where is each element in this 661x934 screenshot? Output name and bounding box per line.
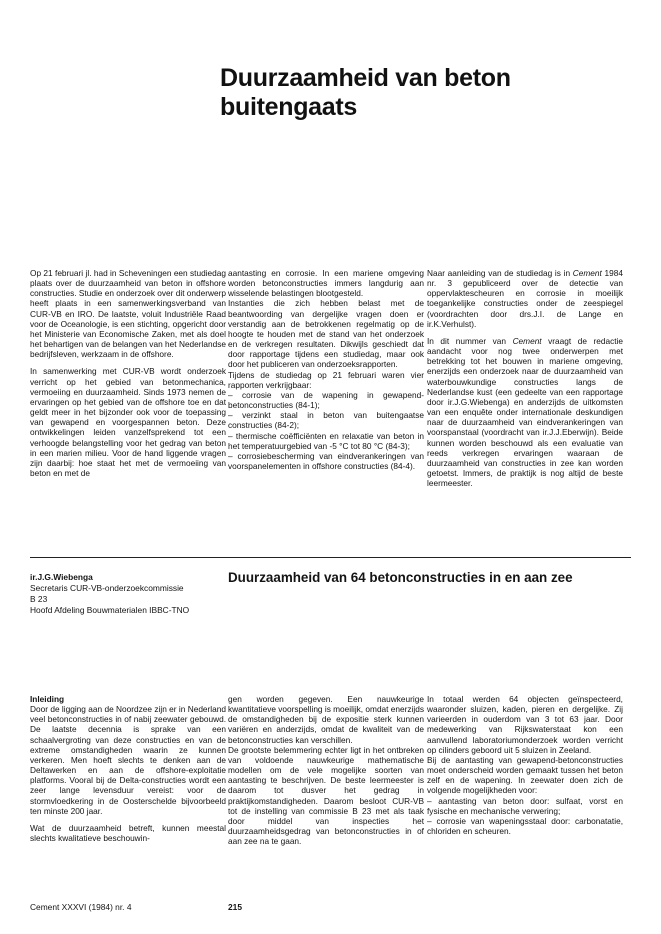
main-column-1	[30, 694, 226, 850]
paragraph: De grootste belemmering echter ligt in het ontbreken van voldoende nauwkeurige mathematische modellen om de vele mogelijke soorten van aantasting te beschrijven. De beste leermeester is daarom tot dusver het gedrag in praktijkomstandigheden. Daarom besloot CUR-VB tot de instelling van commissie B 23 met als taak door middel van inspecties het duurzaamheidsgedrag van betonconstructies in of aan zee na te gaan.	[228, 744, 424, 847]
author-block	[30, 572, 220, 616]
author-affiliation: B 23	[30, 594, 48, 604]
paragraph: Wat de duurzaamheid betreft, kunnen meestal slechts kwalitatieve beschouwin-	[30, 822, 226, 844]
main-column-3	[427, 694, 623, 836]
paragraph: Tijdens de studiedag op 21 februari waren vier rapporten verkrijgbaar:	[228, 369, 424, 390]
author-name: ir.J.G.Wiebenga	[30, 572, 93, 582]
paragraph: Naar aanleiding van de studiedag is in Cement 1984 nr. 3 gepubliceerd over de detectie van oppervlaktescheuren en corrosie in moeilijk toegankelijke constructies onder de zeespiegel (voordrachten door drs.J.I. de Lange en ir.K.Verhulst).	[427, 268, 623, 329]
paragraph: In dit nummer van Cement vraagt de redactie aandacht voor nog twee onderwerpen met betrekking tot het bouwen in mariene omgeving, enerzijds een onderzoek naar de duurzaamheid van waterbouwkundige constructies langs de Nederlandse kust (een gedeelte van een rapportage door ir.J.G.Wiebenga) en anderzijds de uitkomsten van een enquête onder internationale deskundigen naar de duurzaamheid van eindverankeringen van voorspanstaal (voordracht van ir.J.J.Eberwijn). Beide kunnen worden beschouwd als een evaluatie van reeds verkregen ervaringen waaraan de duurzaamheid van constructies in zee kan worden getoetst. Immers, de praktijk is nog altijd de beste leermeester.	[427, 335, 623, 489]
section-divider	[30, 557, 631, 558]
main-column-2	[228, 694, 424, 846]
intro-column-3	[427, 268, 623, 495]
list-item: – thermische coëfficiënten en relaxatie van beton in het temperatuurgebied van -5 °C tot 80 °C (84-3);	[228, 430, 424, 451]
intro-column-1	[30, 268, 226, 485]
paragraph: gen worden gegeven. Een nauwkeurige kwantitatieve voorspelling is moeilijk, omdat enerzijds de omstandigheden bij de expositie sterk kunnen variëren en anderzijds, omdat de kwaliteit van de betonconstructies kan verschillen.	[228, 694, 424, 745]
paragraph: aantasting en corrosie. In een mariene omgeving worden betonconstructies immers langdurig aan wisselende belastingen blootgesteld.	[228, 268, 424, 299]
list-item: – corrosie van de wapening in gewapend-betonconstructies (84-1);	[228, 389, 424, 411]
article-title: Duurzaamheid van beton buitengaats	[220, 64, 511, 121]
article2-title: Duurzaamheid van 64 betonconstructies in en aan zee	[228, 570, 573, 585]
section-heading: Inleiding Door de ligging aan de Noordzee zijn er in Nederland veel betonconstructies in of nabij zeewater gebouwd. De laatste decennia is sprake van een schaalvergroting van deze constructies en van de extreme omstandigheden waarin ze kunnen verkeren. Men hoeft slechts te denken aan de Deltawerken en aan de offshore-exploitatie platforms. Vooral bij de Delta-constructies wordt een zeer lange levensduur vereist: voor de stormvloedkering in de Oosterschelde bijvoorbeeld ten minste 200 jaar.	[30, 694, 226, 816]
paragraph: Instanties die zich hebben belast met de beantwoording van dergelijke vragen doen er verstandig aan de betrokkenen regelmatig op de hoogte te houden met de stand van het onderzoek en de verkregen resultaten. Dikwijls geschiedt dat door rapportage tijdens een studiedag, maar ook door het publiceren van onderzoeksrapporten.	[228, 298, 424, 370]
journal-reference: Cement XXXVI (1984) nr. 4	[30, 902, 132, 912]
intro-column-2	[228, 268, 424, 471]
list-item: – verzinkt staal in beton van buitengaatse constructies (84-2);	[228, 410, 424, 431]
paragraph: Op 21 februari jl. had in Scheveningen een studiedag plaats over de duurzaamheid van beton in offshore constructies. Studie en onderzoek over dit onderwerp heeft plaats in een samenwerkingsverband van CUR-VB en IRO. De laatste, voluit Industriële Raad voor de Oceanologie, is een stichting, opgericht door het Ministerie van Economische Zaken, met als doel het behartigen van de belangen van het Nederlandse bedrijfsleven, werkzaam in de offshore.	[30, 268, 227, 360]
paragraph: In totaal werden 64 objecten geïnspecteerd, waaronder sluizen, kaden, pieren en dergelijke. Zij varieerden in ouderdom van 3 tot 63 jaar. Door medewerking van Rijkswaterstaat kon een aanvullend laboratoriumonderzoek worden verricht op cilinders geboord uit 5 sluizen in Zeeland.	[427, 694, 623, 755]
paragraph: In samenwerking met CUR-VB wordt onderzoek verricht op het gebied van betonmechanica, vermoeiing en duurzaamheid. Sinds 1973 nemen de ervaringen op het gebied van de offshore toe en dat geldt meer in het bijzonder ook voor de toepassing van gewapend en voorgespannen beton. Deze ontwikkelingen leiden vanzelfsprekend tot een verhoogde belangstelling voor het gedrag van beton in een marien milieu. Voor de hand liggende vragen zijn daarbij: hoe staat het met de vermoeiing van beton en met de	[30, 366, 226, 478]
page-number: 215	[228, 902, 242, 912]
paragraph: Bij de aantasting van gewapend-betonconstructies moet onderscheid worden gemaakt tussen het beton zelf en de wapening. In zeewater doen zich de volgende mogelijkheden voor:	[427, 754, 623, 796]
list-item: – corrosie van wapeningsstaal door: carbonatatie, chloriden en scheuren.	[427, 815, 623, 837]
author-affiliation: Secretaris CUR-VB-onderzoekcommissie	[30, 583, 184, 593]
list-item: – corrosiebescherming van eindverankeringen van voorspanelementen in offshore constructies (84-4).	[228, 450, 424, 471]
author-affiliation: Hoofd Afdeling Bouwmaterialen IBBC-TNO	[30, 605, 190, 615]
list-item: – aantasting van beton door: sulfaat, vorst en fysische en mechanische verwering;	[427, 795, 623, 816]
